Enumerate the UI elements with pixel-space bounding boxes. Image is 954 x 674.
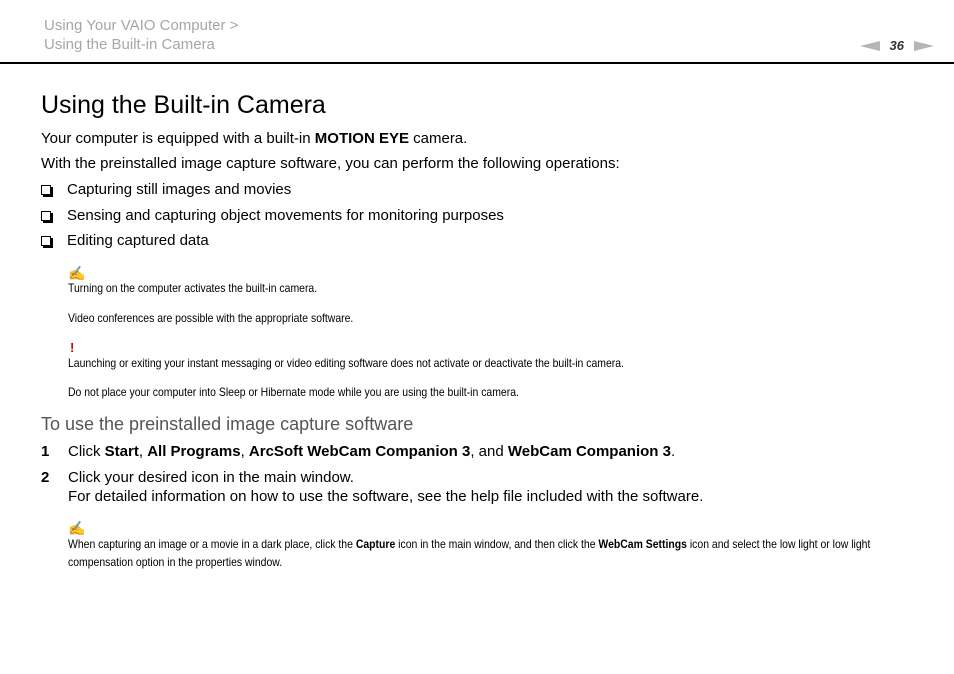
prev-page-icon[interactable] [860,41,880,51]
note-text-part: icon and select the low light or low light compensation option in the properties window. [68,537,871,569]
warning-text: Do not place your computer into Sleep or Hibernate mode while you are using the built-in camera. [68,385,519,399]
list-item-label: Sensing and capturing object movements for monitoring purposes [67,207,504,224]
intro-paragraph-2: With the preinstalled image capture software, you can perform the following operations: [41,155,620,172]
step-text: . [670,443,676,460]
note-text [68,535,912,571]
step-item [41,468,354,487]
breadcrumb [44,16,238,54]
page-navigation [860,38,934,53]
note-text: Turning on the computer activates the built-in camera. [68,281,318,295]
warning-icon: ! [70,340,75,355]
pencil-note-icon: ✍ [68,520,86,536]
step-text: , [138,443,148,460]
pencil-note-icon: ✍ [68,265,86,281]
step-text: Click your desired icon in the main window. [68,469,354,486]
list-item-label: Capturing still images and movies [67,181,292,198]
menu-all-programs-label: All Programs [147,443,241,460]
list-item [41,181,291,199]
page-title: Using the Built-in Camera [41,91,326,119]
webcam-settings-label: WebCam Settings [598,537,687,551]
section-subheading: To use the preinstalled image capture software [41,414,414,434]
warning-text: Launching or exiting your instant messaging or video editing software does not activate or deactivate the built-in camera. [68,356,624,370]
checkbox-bullet-icon [41,211,51,221]
menu-arcsoft-label: ArcSoft WebCam Companion 3 [248,443,471,460]
intro-paragraph-1 [41,130,467,148]
step-detail-text: For detailed information on how to use the software, see the help file included with the software. [68,488,704,505]
step-text: , [240,443,249,460]
note-text-part: When capturing an image or a movie in a dark place, click the [68,537,356,551]
list-item-label: Editing captured data [67,232,209,249]
menu-start-label: Start [104,443,139,460]
step-item [41,442,675,461]
step-text: Click [68,443,105,460]
intro-text: Your computer is equipped with a built-in [41,130,315,147]
step-number: 1 [41,443,50,460]
menu-webcam-companion-label: WebCam Companion 3 [507,443,671,460]
checkbox-bullet-icon [41,185,51,195]
capture-label: Capture [355,537,396,551]
step-number: 2 [41,469,50,486]
next-page-icon[interactable] [914,41,934,51]
breadcrumb-current: Using the Built-in Camera [44,36,215,53]
list-item [41,207,504,225]
intro-text: camera. [408,130,468,147]
step-text: , and [470,443,508,460]
page-number: 36 [889,38,904,53]
header-divider [0,62,954,64]
checkbox-bullet-icon [41,236,51,246]
note-text: Video conferences are possible with the appropriate software. [68,311,354,325]
note-text-part: icon in the main window, and then click the [395,537,599,551]
list-item [41,232,209,250]
breadcrumb-parent[interactable]: Using Your VAIO Computer > [44,17,239,34]
intro-bold-text: MOTION EYE [314,130,409,147]
